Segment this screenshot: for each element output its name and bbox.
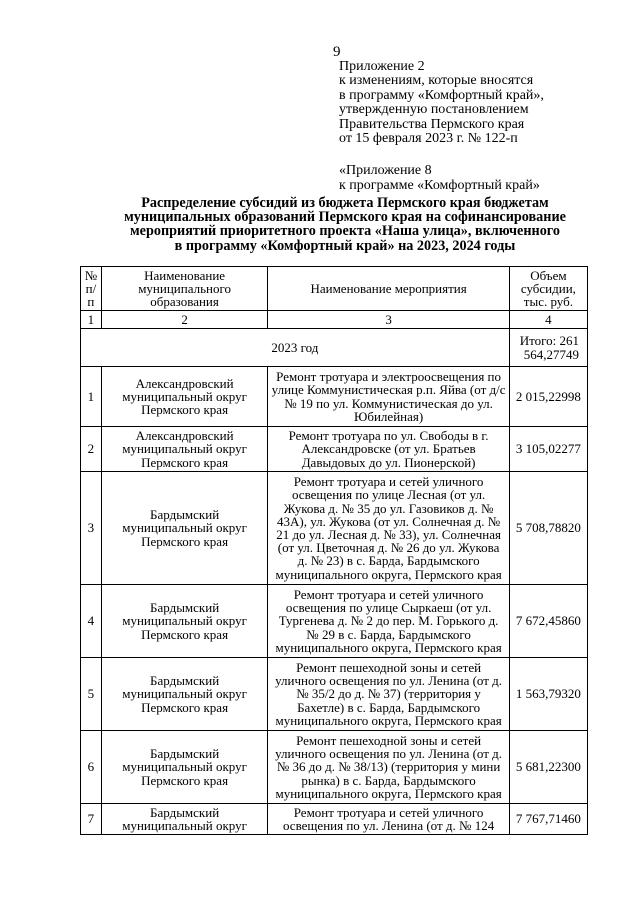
row-municipality: Бардымский муниципальный округ xyxy=(101,804,268,835)
row-municipality: Бардымский муниципальный округ Пермского края xyxy=(101,585,268,658)
document-title xyxy=(95,196,595,253)
table-row xyxy=(81,585,588,658)
row-num: 5 xyxy=(81,658,102,731)
row-amount: 7 767,71460 xyxy=(509,804,587,835)
row-activity: Ремонт тротуара и сетей уличного освещения по улице Лесная (от ул. Жукова д. № 35 до ул. Газовиков д. № 43А), ул. Жукова (от ул. Солнечная д. № 21 до ул. Лесная д. № 33), ул. Солнечная (от ул. Цветочная д. № 26 до ул. Жукова д. № 23) в с. Барда, Бардымского муниципального округа, Пермского края xyxy=(268,472,509,585)
table-header-row xyxy=(81,267,588,311)
year-total: Итого: 261 564,27749 xyxy=(509,329,587,367)
column-number: 3 xyxy=(268,311,509,329)
table-row xyxy=(81,427,588,472)
row-num: 4 xyxy=(81,585,102,658)
row-amount: 3 105,02277 xyxy=(509,427,587,472)
appendix-line: Правительства Пермского края xyxy=(339,116,525,132)
row-municipality: Бардымский муниципальный округ Пермского края xyxy=(101,472,268,585)
appendix-line: к изменениям, которые вносятся xyxy=(339,73,534,89)
row-activity: Ремонт тротуара и электроосвещения по улице Коммунистическая р.п. Яйва (от д/с № 19 по ул. Коммунистическая до ул. Юбилейная) xyxy=(268,367,509,427)
row-amount: 5 708,78820 xyxy=(509,472,587,585)
spacer xyxy=(339,146,544,164)
row-activity: Ремонт тротуара и сетей уличного освещения по улице Сыркаеш (от ул. Тургенева д. № 2 до пер. М. Горького д. № 29 в с. Барда, Бардымского муниципального округа, Пермского края xyxy=(268,585,509,658)
title-line: мероприятий приоритетного проекта «Наша улица», включенного xyxy=(130,223,560,240)
column-number-row xyxy=(81,311,588,329)
row-activity: Ремонт пешеходной зоны и сетей уличного освещения по ул. Ленина (от д. № 36 до д. № 38/13) (территория у мини рынка) в с. Барда, Бардымского муниципального округа, Пермского края xyxy=(268,731,509,804)
appendix-line: от 15 февраля 2023 г. № 122-п xyxy=(339,131,518,147)
row-amount: 1 563,79320 xyxy=(509,658,587,731)
column-number: 2 xyxy=(101,311,268,329)
row-num: 2 xyxy=(81,427,102,472)
row-num: 6 xyxy=(81,731,102,804)
row-num: 3 xyxy=(81,472,102,585)
table-row xyxy=(81,658,588,731)
appendix-line: Приложение 2 xyxy=(339,59,425,74)
row-municipality: Александровский муниципальный округ Пермского края xyxy=(101,427,268,472)
table-row xyxy=(81,472,588,585)
appendix-sub-line: «Приложение 8 xyxy=(339,163,432,179)
table-row xyxy=(81,804,588,835)
row-amount: 7 672,45860 xyxy=(509,585,587,658)
row-municipality: Александровский муниципальный округ Пермского края xyxy=(101,367,268,427)
row-activity: Ремонт пешеходной зоны и сетей уличного освещения по ул. Ленина (от д. № 35/2 до д. № 37) (территория у Бахетле) в с. Барда, Бардымского муниципального округа, Пермского края xyxy=(268,658,509,731)
year-label: 2023 год xyxy=(81,329,510,367)
appendix-sub-line: к программе «Комфортный край» xyxy=(339,177,540,193)
row-num: 1 xyxy=(81,367,102,427)
row-amount: 2 015,22998 xyxy=(509,367,587,427)
header-activity: Наименование мероприятия xyxy=(268,267,509,311)
row-municipality: Бардымский муниципальный округ Пермского края xyxy=(101,731,268,804)
appendix-line: в программу «Комфортный край», xyxy=(339,87,544,103)
title-line: Распределение субсидий из бюджета Пермского края бюджетам xyxy=(141,195,549,211)
title-line: муниципальных образований Пермского края на софинансирование xyxy=(124,209,566,226)
page-number: 9 xyxy=(333,44,341,60)
header-municipality: Наименование муниципального образования xyxy=(101,267,268,311)
row-activity: Ремонт тротуара и сетей уличного освещения по ул. Ленина (от д. № 124 xyxy=(268,804,509,835)
row-num: 7 xyxy=(81,804,102,835)
row-activity: Ремонт тротуара по ул. Свободы в г. Александровске (от ул. Братьев Давыдовых до ул. Пионерской) xyxy=(268,427,509,472)
row-municipality: Бардымский муниципальный округ Пермского края xyxy=(101,658,268,731)
table-row xyxy=(81,367,588,427)
row-amount: 5 681,22300 xyxy=(509,731,587,804)
appendix-block xyxy=(339,60,544,193)
appendix-line: утвержденную постановлением xyxy=(339,102,529,118)
table-row xyxy=(81,731,588,804)
header-num: № п/п xyxy=(81,267,102,311)
year-row xyxy=(81,329,588,367)
column-number: 1 xyxy=(81,311,102,329)
column-number: 4 xyxy=(509,311,587,329)
title-line: в программу «Комфортный край» на 2023, 2024 годы xyxy=(174,237,516,254)
subsidy-table xyxy=(80,266,588,835)
header-amount: Объем субсидии, тыс. руб. xyxy=(509,267,587,311)
